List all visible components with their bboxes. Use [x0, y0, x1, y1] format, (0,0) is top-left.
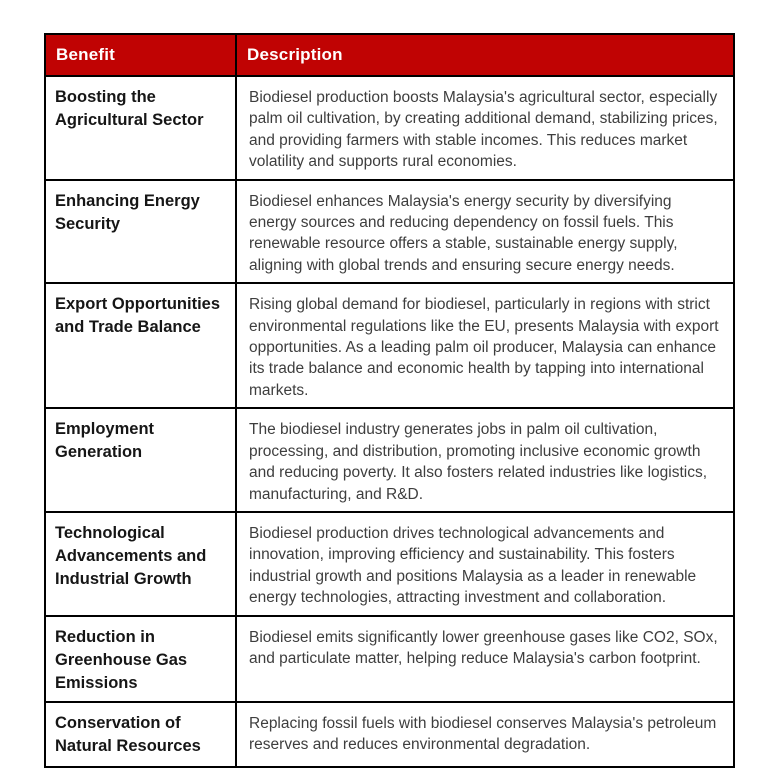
table-header-row	[45, 34, 734, 76]
table-row	[45, 76, 734, 180]
table-row	[45, 702, 734, 767]
benefit-cell: Reduction in Greenhouse Gas Emissions	[45, 616, 236, 702]
benefit-cell: Export Opportunities and Trade Balance	[45, 283, 236, 408]
description-cell: Biodiesel emits significantly lower greenhouse gases like CO2, SOx, and particulate matter, helping reduce Malaysia's carbon footprint.	[236, 616, 734, 702]
benefit-cell: Conservation of Natural Resources	[45, 702, 236, 767]
benefit-cell: Boosting the Agricultural Sector	[45, 76, 236, 180]
description-cell: Rising global demand for biodiesel, particularly in regions with strict environmental regulations like the EU, presents Malaysia with export opportunities. As a leading palm oil producer, Malaysia can enhance its trade balance and economic health by tapping into international markets.	[236, 283, 734, 408]
benefit-cell: Enhancing Energy Security	[45, 180, 236, 284]
table-row	[45, 512, 734, 616]
benefits-table	[44, 33, 735, 768]
description-column-header: Description	[236, 34, 734, 76]
table-row	[45, 616, 734, 702]
table-row	[45, 408, 734, 512]
table-row	[45, 283, 734, 408]
benefit-cell: Employment Generation	[45, 408, 236, 512]
benefit-cell: Technological Advancements and Industrial Growth	[45, 512, 236, 616]
description-cell: Replacing fossil fuels with biodiesel conserves Malaysia's petroleum reserves and reduces environmental degradation.	[236, 702, 734, 767]
table-row	[45, 180, 734, 284]
benefit-column-header: Benefit	[45, 34, 236, 76]
description-cell: Biodiesel production boosts Malaysia's agricultural sector, especially palm oil cultivation, by creating additional demand, stabilizing prices, and providing farmers with stable incomes. This reduces market volatility and supports rural economies.	[236, 76, 734, 180]
description-cell: Biodiesel enhances Malaysia's energy security by diversifying energy sources and reducing dependency on fossil fuels. This renewable resource offers a stable, sustainable energy supply, aligning with global trends and ensuring secure energy needs.	[236, 180, 734, 284]
description-cell: The biodiesel industry generates jobs in palm oil cultivation, processing, and distribution, promoting inclusive economic growth and reducing poverty. It also fosters related industries like logistics, manufacturing, and R&D.	[236, 408, 734, 512]
description-cell: Biodiesel production drives technological advancements and innovation, improving efficiency and sustainability. This fosters industrial growth and positions Malaysia as a leader in renewable energy technologies, attracting investment and collaboration.	[236, 512, 734, 616]
